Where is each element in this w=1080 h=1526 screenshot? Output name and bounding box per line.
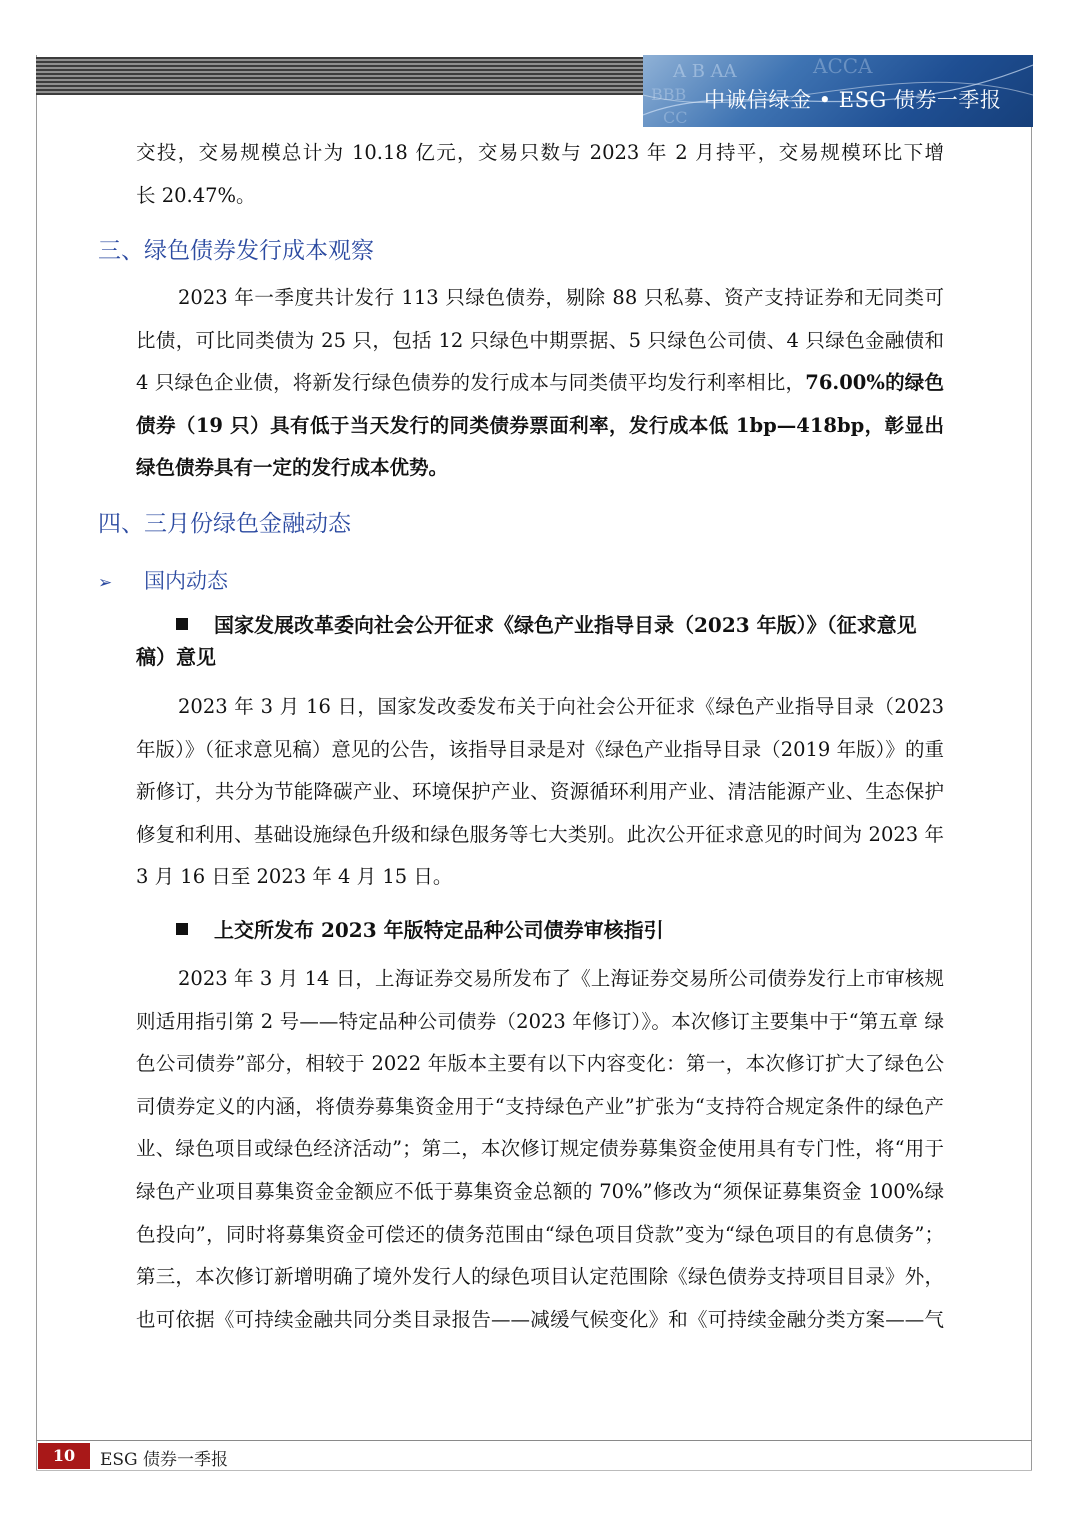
item-1-heading [136, 609, 944, 673]
subsection-domestic-label: 国内动态 [144, 569, 228, 593]
square-bullet-icon [176, 923, 188, 935]
svg-text:CC: CC [663, 108, 688, 127]
square-bullet-icon [176, 618, 188, 630]
item-1-title: 国家发展改革委向社会公开征求《绿色产业指导目录（2023 年版）》（征求意见稿）意见 [136, 613, 917, 669]
svg-text:A B AA: A B AA [673, 61, 737, 82]
header-title: 中诚信绿金 • ESG 债券一季报 [704, 88, 1002, 112]
section-3-heading: 三、绿色债券发行成本观察 [98, 238, 374, 264]
item-1-body: 2023 年 3 月 16 日，国家发改委发布关于向社会公开征求《绿色产业指导目录（2023 年版）》（征求意见稿）意见的公告，该指导目录是对《绿色产业指导目录（2019 年版）》的重新修订，共分为节能降碳产业、环境保护产业、资源循环利用产业、清洁能源产业、生态保护修复和利用、基础设施绿色升级和绿色服务等七大类别。此次公开征求意见的时间为 2023 年 3 月 16 日至 2023 年 4 月 15 日。 [136, 695, 944, 889]
item-2-heading [136, 914, 944, 946]
paragraph-line: 长 20.47%。 [136, 183, 256, 207]
footer-bottom-rule [36, 1470, 1032, 1471]
paragraph-trading-summary [136, 132, 944, 217]
paragraph-line: 交投，交易规模总计为 10.18 亿元，交易只数与 2023 年 2 月持平，交易规模环比下增 [136, 141, 944, 164]
item-2-body: 2023 年 3 月 14 日，上海证券交易所发布了《上海证券交易所公司债券发行上市审核规则适用指引第 2 号——特定品种公司债券（2023 年修订）》。本次修订主要集中于“第五章 绿色公司债券”部分，相较于 2022 年版本主要有以下内容变化：第一，本次修订扩大了绿色公司债券定义的内涵，将债券募集资金用于“支持绿色产业”扩张为“支持符合规定条件的绿色产业、绿色项目或绿色经济活动”；第二，本次修订规定债券募集资金使用具有专门性，将“用于绿色产业项目募集资金金额应不低于募集资金总额的 70%”修改为“须保证募集资金 100%绿色投向”，同时将募集资金可偿还的债务范围由“绿色项目贷款”变为“绿色项目的有息债务”；第三，本次修订新增明确了境外发行人的绿色项目认定范围除《绿色债券支持项目目录》外，也可依据《可持续金融共同分类目录报告——减缓气候变化》和《可持续金融分类方案——气 [136, 967, 944, 1331]
svg-text:BBB: BBB [651, 85, 687, 104]
item-2-paragraph [136, 958, 944, 1341]
svg-text:ACCA: ACCA [813, 55, 873, 78]
section-4-heading: 四、三月份绿色金融动态 [98, 511, 351, 537]
header-stripe-band [36, 57, 644, 95]
footer-divider [36, 1440, 1032, 1441]
subsection-domestic [98, 565, 228, 595]
item-1-paragraph [136, 686, 944, 899]
page-number-badge: 10 [38, 1443, 90, 1469]
paragraph-issuance-cost [136, 277, 944, 490]
item-2-title: 上交所发布 2023 年版特定品种公司债券审核指引 [214, 918, 664, 942]
issuance-cost-text: 2023 年一季度共计发行 113 只绿色债券，剔除 88 只私募、资产支持证券和无同类可比债，可比同类债为 25 只，包括 12 只绿色中期票据、5 只绿色公司债、4 只绿色金融债和 4 只绿色企业债，将新发行绿色债券的发行成本与同类债平均发行利率相比， [136, 286, 944, 395]
arrow-bullet-icon: ➢ [98, 573, 113, 593]
issuance-cost-bold-text: 76.00%的绿色债券（19 只）具有低于当天发行的同类债券票面利率，发行成本低 1bp—418bp，彰显出绿色债券具有一定的发行成本优势。 [136, 371, 945, 480]
footer-label: ESG 债券一季报 [100, 1450, 229, 1470]
